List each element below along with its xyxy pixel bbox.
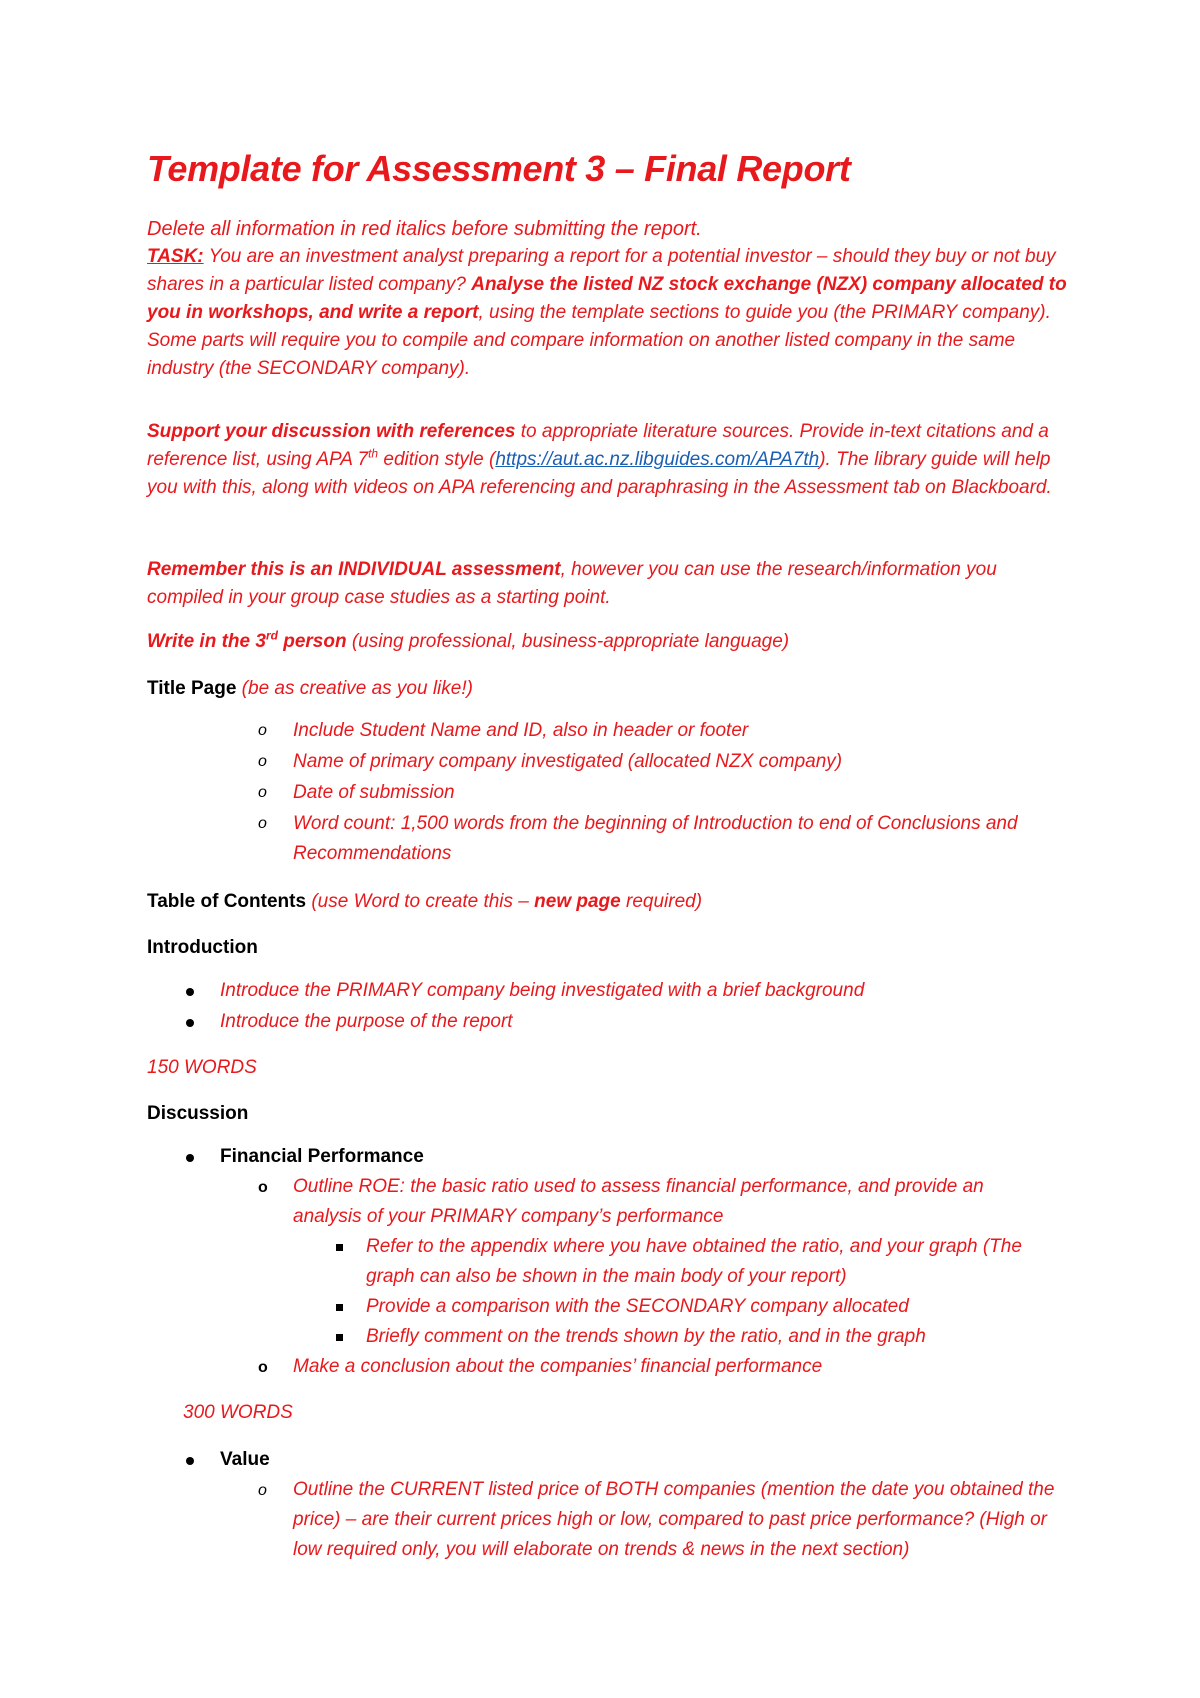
write-sup: rd <box>265 628 278 643</box>
list-item: Provide a comparison with the SECONDARY company allocated <box>366 1296 909 1317</box>
hollow-bullet-icon: o <box>258 1179 268 1196</box>
square-bullet-icon <box>336 1334 343 1341</box>
toc-heading-line <box>147 888 1067 916</box>
task-bold: Analyse the listed NZ stock exchange (NZX) company allocated to you in workshops, and write a report <box>147 274 1067 323</box>
title-page-heading <box>147 675 1067 703</box>
task-paragraph <box>147 243 1067 383</box>
hollow-bullet-icon: o <box>258 722 267 739</box>
list-item: Refer to the appendix where you have obtained the ratio, and your graph (The graph can also be shown in the main body of your report) <box>366 1236 1022 1287</box>
write-text: (using professional, business-appropriate language) <box>346 631 790 652</box>
financial-words: 300 WORDS <box>183 1402 293 1423</box>
list-item: Introduce the PRIMARY company being investigated with a brief background <box>220 980 865 1001</box>
discussion-heading: Discussion <box>147 1103 249 1124</box>
toc-note-bold: new page <box>534 891 621 912</box>
list-item: Outline the CURRENT listed price of BOTH companies (mention the date you obtained the price) – are their current prices high or low, compared to past price performance? (High or low required only, you will elaborate on trends & news in the next section) <box>293 1479 1055 1560</box>
square-bullet-icon <box>336 1244 343 1251</box>
support-text-1: to appropriate literature sources. Provide in-text citations and a reference list, using APA 7 <box>147 421 1049 470</box>
hollow-bullet-icon: o <box>258 1359 268 1376</box>
toc-note-1: (use Word to create this – <box>306 891 535 912</box>
support-text-2: edition style ( <box>378 449 496 470</box>
solid-bullet-icon <box>186 1457 194 1465</box>
write-bold-1: Write in the 3 <box>147 631 266 652</box>
hollow-bullet-icon: o <box>258 753 267 770</box>
introduction-heading: Introduction <box>147 937 258 958</box>
list-item: Date of submission <box>293 782 455 803</box>
list-item: Word count: 1,500 words from the beginning of Introduction to end of Conclusions and Recommendations <box>293 813 1018 864</box>
document-title: Template for Assessment 3 – Final Report <box>147 148 851 189</box>
task-label: TASK: <box>147 246 204 267</box>
toc-note-2: required) <box>620 891 703 912</box>
write-bold-2: person <box>277 631 347 652</box>
remember-paragraph <box>147 556 1067 612</box>
list-item: Name of primary company investigated (allocated NZX company) <box>293 751 843 772</box>
hollow-bullet-icon: o <box>258 1482 267 1499</box>
toc-heading: Table of Contents <box>147 891 307 912</box>
hollow-bullet-icon: o <box>258 784 267 801</box>
solid-bullet-icon <box>186 1154 194 1162</box>
support-bold: Support your discussion with references <box>147 421 516 442</box>
title-page-note: (be as creative as you like!) <box>236 678 473 699</box>
square-bullet-icon <box>336 1304 343 1311</box>
remember-text: , however you can use the research/information you compiled in your group case studies as a starting point. <box>147 559 997 608</box>
solid-bullet-icon <box>186 1019 194 1027</box>
list-item: Introduce the purpose of the report <box>220 1011 513 1032</box>
delete-note: Delete all information in red italics before submitting the report. <box>147 218 702 240</box>
financial-heading: Financial Performance <box>220 1146 424 1167</box>
introduction-words: 150 WORDS <box>147 1057 257 1078</box>
hollow-bullet-icon: o <box>258 815 267 832</box>
solid-bullet-icon <box>186 988 194 996</box>
apa-guide-link[interactable]: https://aut.ac.nz.libguides.com/APA7th <box>495 449 820 470</box>
write-paragraph <box>147 628 1067 656</box>
task-text-2: , using the template sections to guide you (the PRIMARY company). Some parts will require you to compile and compare information on another listed company in the same industry (the SECONDARY company). <box>147 302 1051 379</box>
value-heading: Value <box>220 1449 270 1470</box>
support-text-3: ). The library guide will help you with this, along with videos on APA referencing and paraphrasing in the Assessment tab on Blackboard. <box>147 449 1052 498</box>
support-sup: th <box>368 446 379 461</box>
remember-bold: Remember this is an INDIVIDUAL assessment <box>147 559 561 580</box>
list-item: Outline ROE: the basic ratio used to assess financial performance, and provide an analysis of your PRIMARY company’s performance <box>293 1176 984 1227</box>
title-page-label: Title Page <box>147 678 237 699</box>
task-text-1: You are an investment analyst preparing a report for a potential investor – should they buy or not buy shares in a particular listed company? <box>147 246 1056 295</box>
list-item: Briefly comment on the trends shown by the ratio, and in the graph <box>366 1326 926 1347</box>
list-item: Make a conclusion about the companies’ financial performance <box>293 1356 823 1377</box>
support-paragraph <box>147 418 1067 502</box>
list-item: Include Student Name and ID, also in header or footer <box>293 720 749 741</box>
